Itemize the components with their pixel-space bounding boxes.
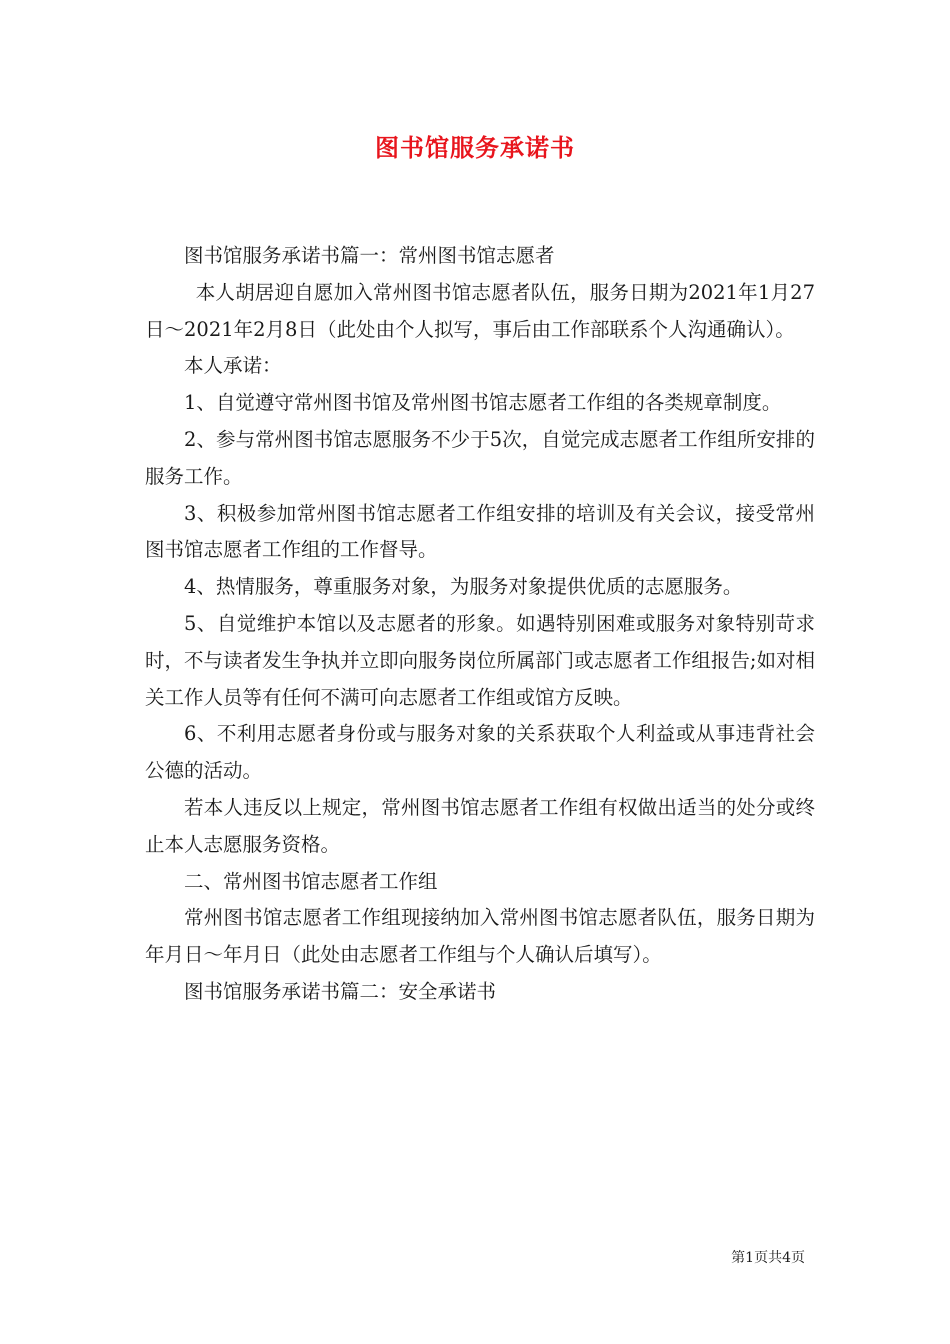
paragraph-violation-clause: 若本人违反以上规定，常州图书馆志愿者工作组有权做出适当的处分或终止本人志愿服务资格。 bbox=[145, 795, 815, 856]
paragraph-pledge-heading: 本人承诺： bbox=[184, 354, 282, 378]
document-body bbox=[145, 238, 815, 1011]
paragraph-section-two-heading: 图书馆服务承诺书篇二：安全承诺书 bbox=[184, 979, 497, 1003]
paragraph-volunteer-statement: 本人胡居迎自愿加入常州图书馆志愿者队伍，服务日期为2021年1月27日～2021年2月8日（此处由个人拟写，事后由工作部联系个人沟通确认）。 bbox=[145, 280, 815, 341]
paragraph-pledge-item-5: 5、自觉维护本馆以及志愿者的形象。如遇特别困难或服务对象特别苛求时，不与读者发生争执并立即向服务岗位所属部门或志愿者工作组报告;如对相关工作人员等有任何不满可向志愿者工作组或馆方反映。 bbox=[145, 611, 815, 709]
paragraph-workgroup-heading: 二、常州图书馆志愿者工作组 bbox=[184, 869, 438, 893]
paragraph-pledge-item-6: 6、不利用志愿者身份或与服务对象的关系获取个人利益或从事违背社会公德的活动。 bbox=[145, 722, 815, 783]
paragraph-pledge-item-3: 3、积极参加常州图书馆志愿者工作组安排的培训及有关会议，接受常州图书馆志愿者工作组的工作督导。 bbox=[145, 501, 815, 562]
paragraph-pledge-item-2: 2、参与常州图书馆志愿服务不少于5次，自觉完成志愿者工作组所安排的服务工作。 bbox=[145, 427, 815, 488]
paragraph-section-one-heading: 图书馆服务承诺书篇一：常州图书馆志愿者 bbox=[184, 244, 555, 267]
paragraph-workgroup-statement: 常州图书馆志愿者工作组现接纳加入常州图书馆志愿者队伍，服务日期为年月日～年月日（此处由志愿者工作组与个人确认后填写）。 bbox=[145, 906, 815, 967]
paragraph-pledge-item-4: 4、热情服务，尊重服务对象，为服务对象提供优质的志愿服务。 bbox=[184, 575, 743, 599]
paragraph-pledge-item-1: 1、自觉遵守常州图书馆及常州图书馆志愿者工作组的各类规章制度。 bbox=[184, 391, 782, 415]
document-title: 图书馆服务承诺书 bbox=[375, 133, 575, 162]
page-number-footer: 第1页共4页 bbox=[731, 1250, 805, 1266]
